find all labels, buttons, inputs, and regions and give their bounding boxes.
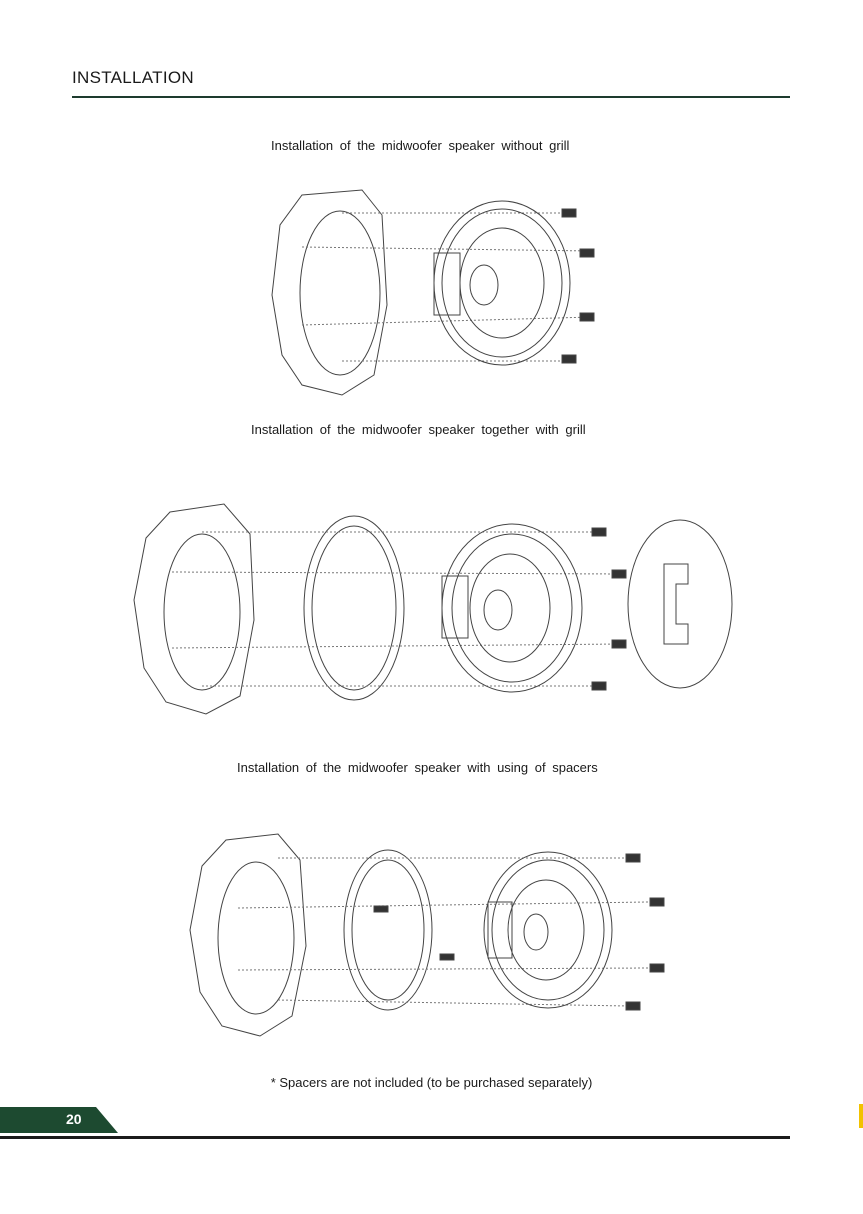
- screw-icon: [374, 854, 664, 1010]
- speaker-icon: [484, 852, 612, 1008]
- spacers-note: * Spacers are not included (to be purchased separately): [270, 1075, 593, 1090]
- diagram-with-grill: [132, 500, 737, 718]
- section-heading: INSTALLATION: [72, 68, 194, 87]
- panel-hole: [300, 211, 380, 375]
- diagram-with-spacers: [188, 830, 678, 1040]
- screw-icon: [562, 209, 594, 363]
- caption-without-grill: Installation of the midwoofer speaker without grill: [271, 138, 570, 153]
- screw-icon: [592, 528, 626, 690]
- caption-with-spacers: Installation of the midwoofer speaker with using of spacers: [237, 760, 598, 775]
- speaker-icon: [442, 524, 582, 692]
- speaker-icon: [434, 201, 570, 365]
- panel-hole: [164, 534, 240, 690]
- door-panel: [272, 190, 387, 395]
- caption-with-grill: Installation of the midwoofer speaker together with grill: [251, 422, 586, 437]
- page-number: 20: [66, 1111, 82, 1127]
- door-panel: [190, 834, 306, 1036]
- mounting-ring: [304, 516, 404, 700]
- spacer-ring: [344, 850, 432, 1010]
- grill: [628, 520, 732, 688]
- page-tab: [0, 1107, 118, 1133]
- heading-rule: [72, 96, 790, 98]
- panel-hole: [218, 862, 294, 1014]
- edge-marker: [859, 1104, 863, 1128]
- diagram-without-grill: [262, 185, 622, 400]
- footer-rule: [0, 1136, 790, 1139]
